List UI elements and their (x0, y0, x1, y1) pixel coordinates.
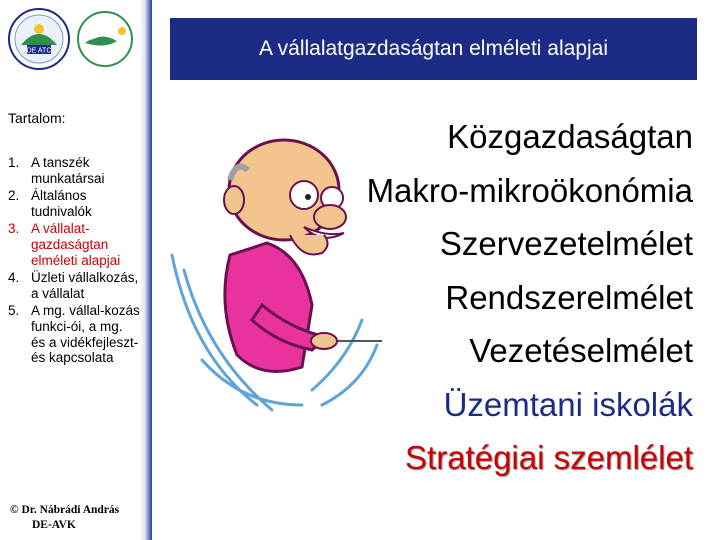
toc-item-number: 4. (8, 270, 20, 286)
logo-area (5, 5, 137, 75)
thinking-man-illustration (162, 105, 392, 465)
topic-item: Szervezetelmélet (439, 225, 693, 262)
toc-item-1[interactable] (8, 155, 140, 186)
toc-item-number: 3. (8, 221, 20, 237)
author-credit (10, 503, 142, 533)
toc-item-number: 2. (8, 188, 20, 204)
sidebar (0, 0, 150, 540)
topic-item: Rendszerelmélet (445, 278, 693, 316)
topic-list (367, 110, 693, 485)
title-bar (170, 18, 697, 80)
toc-item-label: Általános tudnivalók (31, 188, 92, 219)
topic-item-highlight-blue: Üzemtani iskolák (443, 385, 693, 423)
toc-item-3-active[interactable] (8, 221, 140, 268)
logo-text: DE ATC (26, 47, 52, 55)
topic-item: Vezetéselmélet (469, 332, 693, 369)
topic-item: Makro-mikroökonómia (366, 171, 693, 209)
topic-item: Közgazdaságtan (447, 118, 693, 155)
toc-heading: Tartalom: (8, 110, 66, 126)
topic-item-highlight-red: Stratégiai szemlélet (405, 439, 693, 476)
toc-list (8, 155, 140, 368)
toc-item-label: A mg. vállal-kozás funkci-ói, a mg. és a vidékfejleszt-és kapcsolata (31, 303, 140, 366)
toc-item-label: A vállalat-gazdaságtan elméleti alapjai (31, 221, 121, 268)
toc-item-label: A tanszék munkatársai (31, 155, 105, 186)
toc-item-label: Üzleti vállalkozás, a vállalat (31, 270, 139, 301)
page-title: A vállalatgazdaságtan elméleti alapjai (258, 37, 609, 60)
university-logo-icon (5, 5, 137, 75)
toc-item-2[interactable] (8, 188, 140, 219)
toc-item-number: 5. (8, 303, 20, 319)
credit-institution: DE-AVK (32, 519, 76, 531)
sidebar-divider (140, 0, 152, 540)
toc-item-number: 1. (8, 155, 20, 170)
credit-author: © Dr. Nábrádi András (10, 504, 120, 516)
toc-item-5[interactable] (8, 303, 140, 365)
toc-item-4[interactable] (8, 270, 140, 301)
